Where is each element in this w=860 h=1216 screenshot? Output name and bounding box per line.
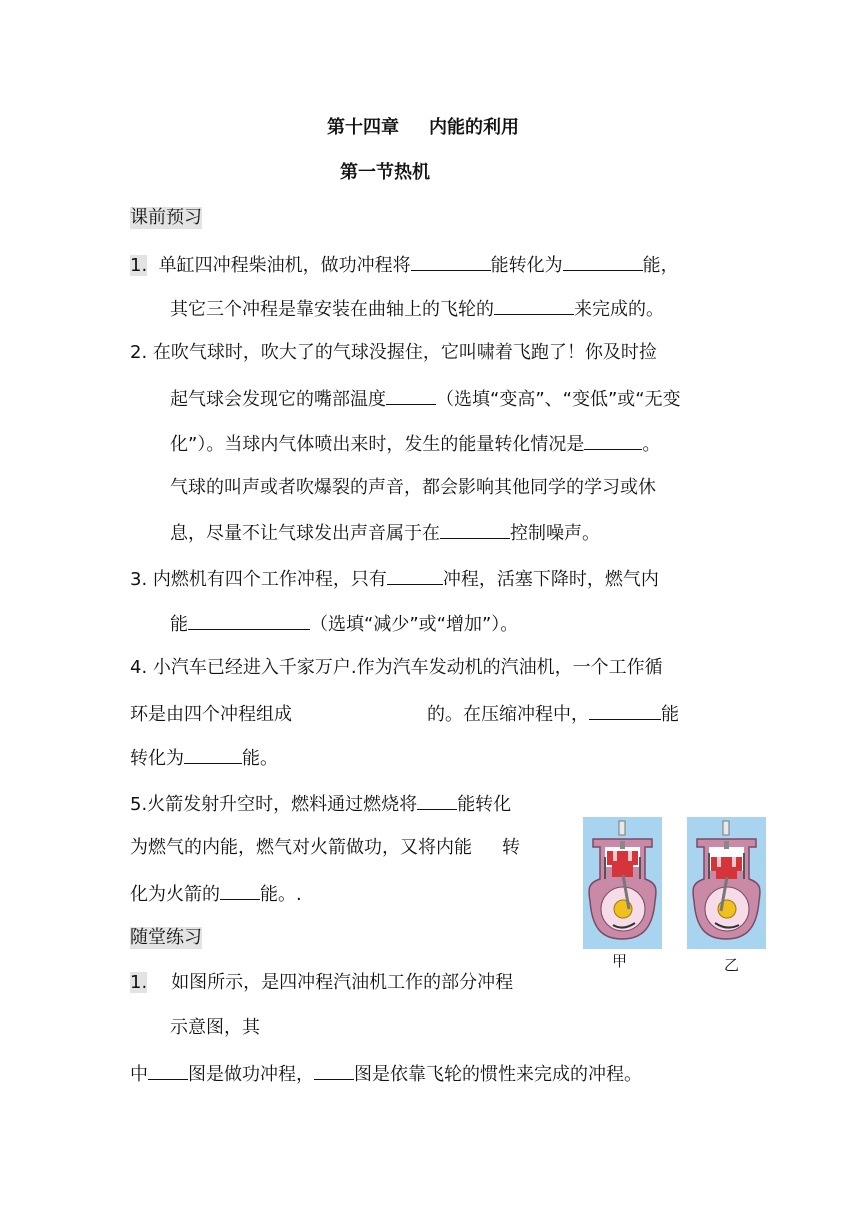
blank bbox=[386, 387, 436, 405]
engine-figure-yi bbox=[687, 817, 766, 949]
chapter-title-line bbox=[327, 117, 519, 139]
blank bbox=[440, 521, 510, 539]
preview-q2-line2: 起气球会发现它的嘴部温度 （选填“变高”、“变低”或“无变 bbox=[170, 389, 681, 410]
preview-q4-line2: 环是由四个冲程组成 的。在压缩冲程中， 能 bbox=[130, 704, 679, 725]
preview-label: 课前预习 bbox=[130, 207, 202, 228]
blank bbox=[188, 612, 310, 630]
engine-figure-jia bbox=[583, 817, 662, 949]
section-title: 第一节热机 bbox=[340, 162, 430, 183]
preview-q1-line2: 其它三个冲程是靠安装在曲轴上的飞轮的 来完成的。 bbox=[170, 299, 664, 320]
preview-q3-line2: 能 （选填“减少”或“增加”）。 bbox=[170, 614, 519, 635]
chapter-title: 内能的利用 bbox=[429, 117, 519, 138]
figure-caption-jia: 甲 bbox=[612, 952, 628, 970]
blank bbox=[184, 746, 242, 764]
blank bbox=[148, 1062, 188, 1080]
preview-q2-line3: 化”）。当球内气体喷出来时，发生的能量转化情况是 。 bbox=[170, 434, 661, 455]
practice-q1-line1: 1. 如图所示，是四冲程汽油机工作的部分冲程 bbox=[130, 972, 514, 993]
blank bbox=[411, 253, 491, 271]
blank bbox=[563, 253, 643, 271]
blank bbox=[494, 297, 574, 315]
preview-q2-line1: 2. 在吹气球时，吹大了的气球没握住，它叫啸着飞跑了！你及时捡 bbox=[130, 342, 657, 363]
blank bbox=[220, 882, 260, 900]
preview-q1-line1: 1. 单缸四冲程柴油机，做功冲程将 能转化为 能， bbox=[130, 255, 679, 276]
blank bbox=[314, 1062, 354, 1080]
blank bbox=[584, 432, 642, 450]
preview-q3-line1: 3. 内燃机有四个工作冲程，只有 冲程，活塞下降时，燃气内 bbox=[130, 569, 659, 590]
engine-yi-drawing bbox=[687, 817, 766, 949]
preview-q5-line1: 5.火箭发射升空时，燃料通过燃烧将 能转化 bbox=[130, 794, 512, 815]
figure-caption-yi: 乙 bbox=[724, 956, 740, 974]
preview-q4-line3: 转化为 能。 bbox=[130, 748, 278, 769]
preview-q2-line4: 气球的叫声或者吹爆裂的声音，都会影响其他同学的学习或休 bbox=[170, 477, 656, 498]
preview-q5-line2: 为燃气的内能，燃气对火箭做功，又将内能 转 bbox=[130, 837, 520, 858]
chapter-number: 第十四章 bbox=[327, 117, 399, 138]
preview-q4-line1: 4. 小汽车已经进入千家万户.作为汽车发动机的汽油机，一个工作循 bbox=[130, 657, 663, 678]
practice-q1-line3: 中 图是做功冲程， 图是依靠飞轮的惯性来完成的冲程。 bbox=[130, 1064, 642, 1085]
practice-q1-line2: 示意图，其 bbox=[170, 1017, 260, 1038]
blank bbox=[589, 702, 661, 720]
preview-q5-line3: 化为火箭的 能。. bbox=[130, 884, 302, 905]
practice-label: 随堂练习 bbox=[130, 927, 202, 948]
blank bbox=[387, 567, 443, 585]
preview-q2-line5: 息，尽量不让气球发出声音属于在 控制噪声。 bbox=[170, 523, 600, 544]
blank bbox=[417, 792, 457, 810]
engine-jia-drawing bbox=[583, 817, 662, 949]
